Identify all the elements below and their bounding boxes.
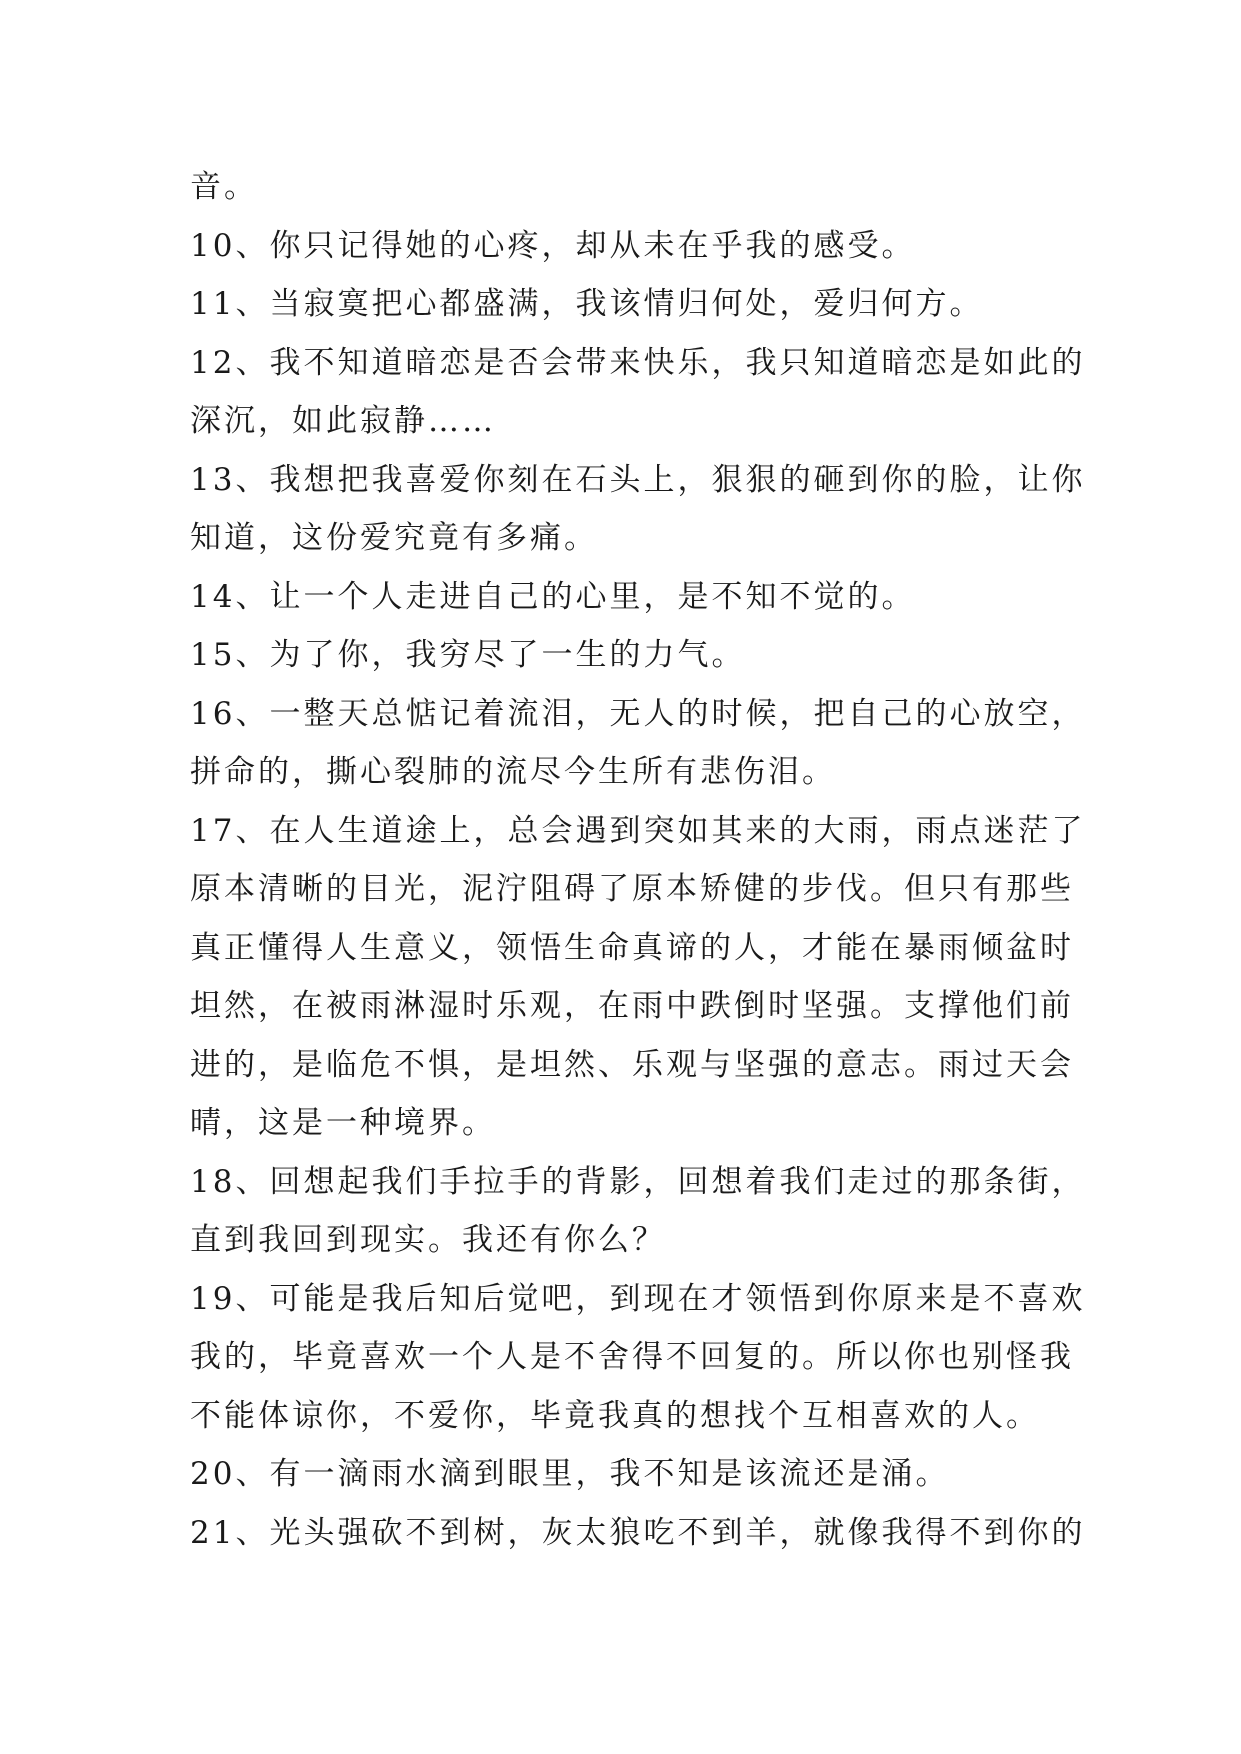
text-line: 19、可能是我后知后觉吧，到现在才领悟到你原来是不喜欢 (190, 1280, 1086, 1317)
text-line: 进的，是临危不惧，是坦然、乐观与坚强的意志。雨过天会 (190, 1046, 1074, 1083)
text-line: 深沉，如此寂静…… (190, 403, 496, 439)
text-line: 真正懂得人生意义，领悟生命真谛的人，才能在暴雨倾盆时 (190, 929, 1074, 966)
text-line: 17、在人生道途上，总会遇到突如其来的大雨，雨点迷茫了 (190, 812, 1086, 849)
text-line: 坦然，在被雨淋湿时乐观，在雨中跌倒时坚强。支撑他们前 (190, 988, 1074, 1024)
text-line: 18、回想起我们手拉手的背影，回想着我们走过的那条街， (190, 1163, 1086, 1200)
document-body (190, 158, 1090, 1562)
text-line: 拼命的，撕心裂肺的流尽今生所有悲伤泪。 (190, 754, 836, 790)
text-line: 16、一整天总惦记着流泪，无人的时候，把自己的心放空， (190, 695, 1086, 732)
text-line: 10、你只记得她的心疼，却从未在乎我的感受。 (190, 227, 916, 264)
text-line: 知道，这份爱究竟有多痛。 (190, 520, 598, 556)
text-line: 晴，这是一种境界。 (190, 1105, 496, 1141)
text-line: 13、我想把我喜爱你刻在石头上，狠狠的砸到你的脸，让你 (190, 461, 1086, 498)
text-line: 我的，毕竟喜欢一个人是不舍得不回复的。所以你也别怪我 (190, 1339, 1074, 1375)
text-line: 20、有一滴雨水滴到眼里，我不知是该流还是涌。 (190, 1456, 950, 1492)
text-line: 14、让一个人走进自己的心里，是不知不觉的。 (190, 578, 916, 615)
text-line: 直到我回到现实。我还有你么？ (190, 1222, 666, 1258)
text-line: 不能体谅你，不爱你，毕竟我真的想找个互相喜欢的人。 (190, 1397, 1040, 1434)
text-line: 15、为了你，我穷尽了一生的力气。 (190, 637, 746, 673)
text-line: 11、当寂寞把心都盛满，我该情归何处，爱归何方。 (190, 286, 984, 322)
text-line: 21、光头强砍不到树，灰太狼吃不到羊，就像我得不到你的 (190, 1514, 1086, 1551)
text-line: 原本清晰的目光，泥泞阻碍了原本矫健的步伐。但只有那些 (190, 871, 1074, 907)
text-line: 12、我不知道暗恋是否会带来快乐，我只知道暗恋是如此的 (190, 344, 1086, 381)
text-line: 音。 (190, 169, 258, 205)
